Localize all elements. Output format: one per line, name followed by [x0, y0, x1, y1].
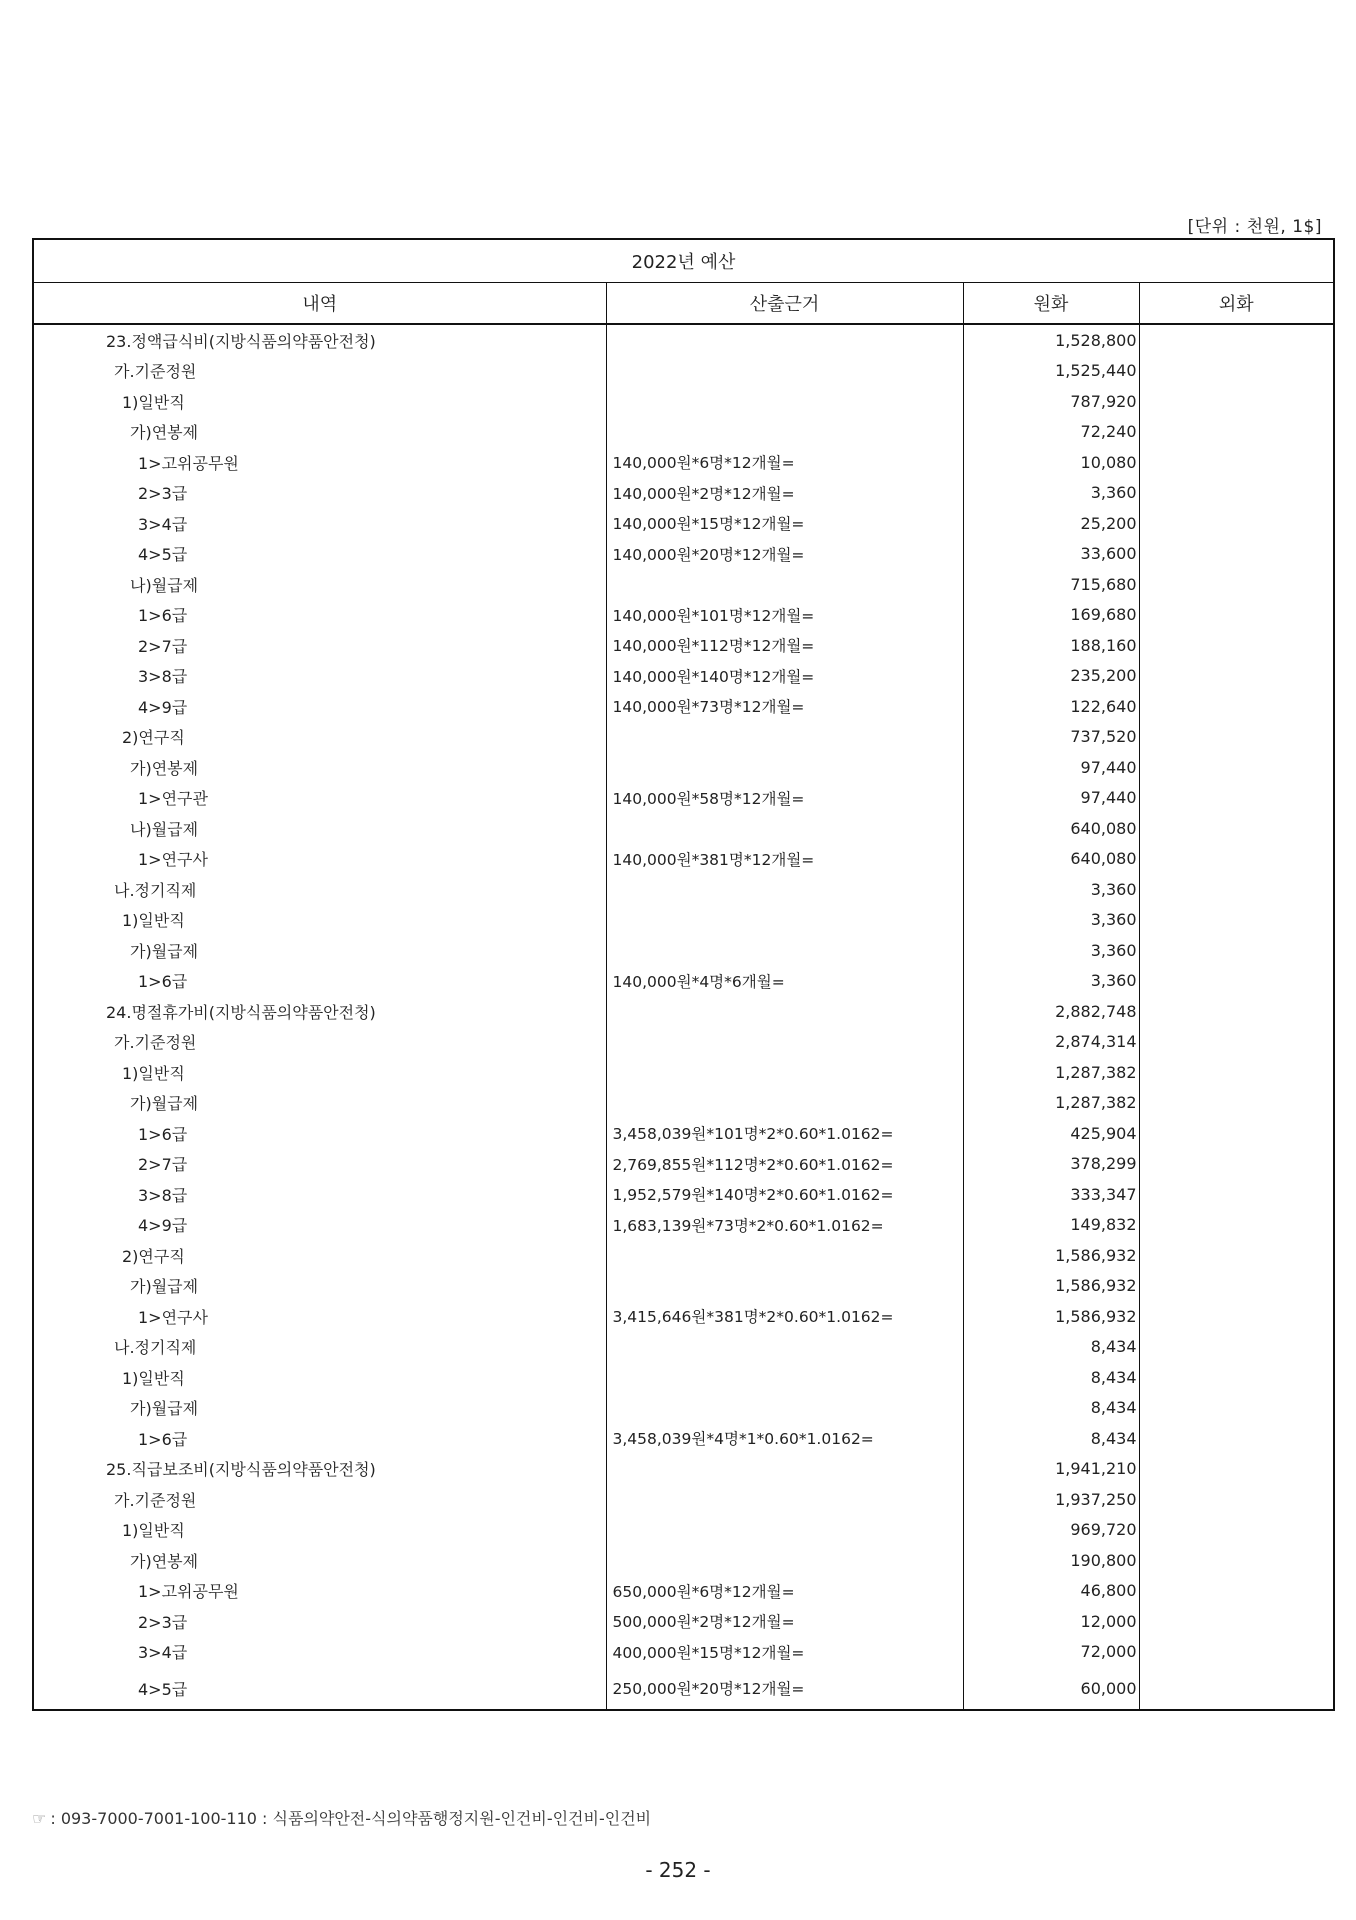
table-row — [33, 386, 1334, 417]
fx-amount-cell — [1139, 1484, 1334, 1515]
fx-amount-cell — [1139, 783, 1334, 814]
fx-amount-cell — [1139, 324, 1334, 356]
item-cell: 가.기준정원 — [33, 1027, 606, 1058]
basis-cell: 140,000원*20명*12개월= — [606, 539, 963, 570]
krw-amount-cell: 25,200 — [963, 508, 1139, 539]
basis-cell — [606, 417, 963, 448]
item-cell: 4>9급 — [33, 1210, 606, 1241]
table-row — [33, 691, 1334, 722]
item-cell: 1>연구사 — [33, 844, 606, 875]
krw-amount-cell: 737,520 — [963, 722, 1139, 753]
krw-amount-cell: 715,680 — [963, 569, 1139, 600]
table-row — [33, 569, 1334, 600]
krw-amount-cell: 188,160 — [963, 630, 1139, 661]
basis-cell — [606, 1271, 963, 1302]
basis-cell: 400,000원*15명*12개월= — [606, 1637, 963, 1668]
basis-cell — [606, 1332, 963, 1363]
fx-amount-cell — [1139, 1088, 1334, 1119]
item-cell: 4>5급 — [33, 1667, 606, 1710]
unit-label: [단위 : 천원, 1$] — [1187, 217, 1322, 237]
krw-amount-cell: 1,287,382 — [963, 1088, 1139, 1119]
basis-cell — [606, 1454, 963, 1485]
fx-amount-cell — [1139, 1027, 1334, 1058]
table-row — [33, 1362, 1334, 1393]
krw-amount-cell: 1,287,382 — [963, 1057, 1139, 1088]
fx-amount-cell — [1139, 661, 1334, 692]
krw-amount-cell: 3,360 — [963, 905, 1139, 936]
krw-amount-cell: 72,000 — [963, 1637, 1139, 1668]
krw-amount-cell: 1,586,932 — [963, 1271, 1139, 1302]
item-cell: 나.정기직제 — [33, 874, 606, 905]
basis-cell — [606, 1545, 963, 1576]
krw-amount-cell: 149,832 — [963, 1210, 1139, 1241]
basis-cell: 140,000원*15명*12개월= — [606, 508, 963, 539]
basis-cell — [606, 935, 963, 966]
table-row — [33, 417, 1334, 448]
basis-cell: 2,769,855원*112명*2*0.60*1.0162= — [606, 1149, 963, 1180]
table-row — [33, 813, 1334, 844]
pointing-hand-icon: ☞ — [32, 1809, 47, 1828]
fx-amount-cell — [1139, 1118, 1334, 1149]
krw-amount-cell: 122,640 — [963, 691, 1139, 722]
krw-amount-cell: 10,080 — [963, 447, 1139, 478]
fx-amount-cell — [1139, 417, 1334, 448]
fx-amount-cell — [1139, 569, 1334, 600]
krw-amount-cell: 3,360 — [963, 966, 1139, 997]
basis-cell — [606, 752, 963, 783]
table-row — [33, 447, 1334, 478]
basis-cell — [606, 569, 963, 600]
krw-amount-cell: 8,434 — [963, 1393, 1139, 1424]
krw-amount-cell: 46,800 — [963, 1576, 1139, 1607]
table-row — [33, 1332, 1334, 1363]
basis-cell: 140,000원*140명*12개월= — [606, 661, 963, 692]
fx-amount-cell — [1139, 1454, 1334, 1485]
fx-amount-cell — [1139, 691, 1334, 722]
basis-cell: 140,000원*2명*12개월= — [606, 478, 963, 509]
item-cell: 가)연봉제 — [33, 752, 606, 783]
table-row — [33, 1423, 1334, 1454]
item-cell: 가)월급제 — [33, 1271, 606, 1302]
table-row — [33, 1027, 1334, 1058]
fx-amount-cell — [1139, 752, 1334, 783]
krw-amount-cell: 2,874,314 — [963, 1027, 1139, 1058]
fx-amount-cell — [1139, 874, 1334, 905]
fx-amount-cell — [1139, 478, 1334, 509]
fx-amount-cell — [1139, 630, 1334, 661]
item-cell: 2>7급 — [33, 1149, 606, 1180]
krw-amount-cell: 640,080 — [963, 813, 1139, 844]
item-cell: 나)월급제 — [33, 813, 606, 844]
item-cell: 3>8급 — [33, 661, 606, 692]
item-cell: 3>8급 — [33, 1179, 606, 1210]
item-cell: 1>연구사 — [33, 1301, 606, 1332]
fx-amount-cell — [1139, 1210, 1334, 1241]
table-row — [33, 661, 1334, 692]
table-row — [33, 905, 1334, 936]
item-cell: 1>6급 — [33, 1423, 606, 1454]
fx-amount-cell — [1139, 1332, 1334, 1363]
basis-cell: 140,000원*73명*12개월= — [606, 691, 963, 722]
fx-amount-cell — [1139, 996, 1334, 1027]
basis-cell: 140,000원*381명*12개월= — [606, 844, 963, 875]
item-cell: 2)연구직 — [33, 722, 606, 753]
table-row — [33, 1179, 1334, 1210]
item-cell: 2>3급 — [33, 1606, 606, 1637]
item-cell: 1)일반직 — [33, 1515, 606, 1546]
table-row — [33, 356, 1334, 387]
fx-amount-cell — [1139, 1515, 1334, 1546]
fx-amount-cell — [1139, 1667, 1334, 1710]
basis-cell — [606, 1515, 963, 1546]
krw-amount-cell: 2,882,748 — [963, 996, 1139, 1027]
krw-amount-cell: 97,440 — [963, 752, 1139, 783]
basis-cell: 3,458,039원*101명*2*0.60*1.0162= — [606, 1118, 963, 1149]
item-cell: 1>6급 — [33, 966, 606, 997]
basis-cell: 1,952,579원*140명*2*0.60*1.0162= — [606, 1179, 963, 1210]
fx-amount-cell — [1139, 1240, 1334, 1271]
basis-cell — [606, 1362, 963, 1393]
krw-amount-cell: 3,360 — [963, 874, 1139, 905]
page-number: - 252 - — [645, 1858, 711, 1882]
fx-amount-cell — [1139, 386, 1334, 417]
item-cell: 나.정기직제 — [33, 1332, 606, 1363]
fx-amount-cell — [1139, 722, 1334, 753]
basis-cell: 500,000원*2명*12개월= — [606, 1606, 963, 1637]
table-row — [33, 324, 1334, 356]
table-row — [33, 1637, 1334, 1668]
krw-amount-cell: 787,920 — [963, 386, 1139, 417]
basis-cell: 650,000원*6명*12개월= — [606, 1576, 963, 1607]
basis-cell — [606, 1057, 963, 1088]
basis-cell: 140,000원*6명*12개월= — [606, 447, 963, 478]
table-row — [33, 1240, 1334, 1271]
fx-amount-cell — [1139, 1423, 1334, 1454]
item-cell: 가)월급제 — [33, 1393, 606, 1424]
krw-amount-cell: 1,525,440 — [963, 356, 1139, 387]
basis-cell — [606, 1027, 963, 1058]
item-cell: 1)일반직 — [33, 386, 606, 417]
item-cell: 4>9급 — [33, 691, 606, 722]
table-row — [33, 1606, 1334, 1637]
footer-note-text: : 093-7000-7001-100-110 : 식품의약안전-식의약품행정지원-인건비-인건비-인건비 — [50, 1809, 652, 1828]
krw-amount-cell: 1,941,210 — [963, 1454, 1139, 1485]
table-row — [33, 1057, 1334, 1088]
item-cell: 가)연봉제 — [33, 1545, 606, 1576]
fx-amount-cell — [1139, 600, 1334, 631]
item-cell: 1>고위공무원 — [33, 447, 606, 478]
budget-table — [32, 238, 1335, 1711]
fx-amount-cell — [1139, 1606, 1334, 1637]
column-header-item: 내역 — [33, 283, 606, 325]
item-cell: 4>5급 — [33, 539, 606, 570]
krw-amount-cell: 333,347 — [963, 1179, 1139, 1210]
fx-amount-cell — [1139, 1576, 1334, 1607]
fx-amount-cell — [1139, 508, 1334, 539]
fx-amount-cell — [1139, 1545, 1334, 1576]
basis-cell — [606, 1088, 963, 1119]
krw-amount-cell: 235,200 — [963, 661, 1139, 692]
fx-amount-cell — [1139, 1362, 1334, 1393]
item-cell: 1)일반직 — [33, 1362, 606, 1393]
table-row — [33, 1667, 1334, 1710]
item-cell: 1>고위공무원 — [33, 1576, 606, 1607]
item-cell: 나)월급제 — [33, 569, 606, 600]
basis-cell: 250,000원*20명*12개월= — [606, 1667, 963, 1710]
krw-amount-cell: 169,680 — [963, 600, 1139, 631]
krw-amount-cell: 425,904 — [963, 1118, 1139, 1149]
krw-amount-cell: 72,240 — [963, 417, 1139, 448]
table-row — [33, 539, 1334, 570]
table-row — [33, 722, 1334, 753]
table-title: 2022년 예산 — [33, 239, 1334, 283]
krw-amount-cell: 969,720 — [963, 1515, 1139, 1546]
table-row — [33, 1545, 1334, 1576]
basis-cell: 140,000원*112명*12개월= — [606, 630, 963, 661]
column-header-fx: 외화 — [1139, 283, 1334, 325]
table-row — [33, 600, 1334, 631]
fx-amount-cell — [1139, 1149, 1334, 1180]
fx-amount-cell — [1139, 447, 1334, 478]
basis-cell — [606, 1484, 963, 1515]
krw-amount-cell: 1,528,800 — [963, 324, 1139, 356]
krw-amount-cell: 97,440 — [963, 783, 1139, 814]
table-row — [33, 508, 1334, 539]
fx-amount-cell — [1139, 935, 1334, 966]
fx-amount-cell — [1139, 1179, 1334, 1210]
table-row — [33, 935, 1334, 966]
column-header-krw: 원화 — [963, 283, 1139, 325]
item-cell: 1>6급 — [33, 1118, 606, 1149]
krw-amount-cell: 1,937,250 — [963, 1484, 1139, 1515]
item-cell: 1)일반직 — [33, 905, 606, 936]
table-row — [33, 996, 1334, 1027]
table-row — [33, 1301, 1334, 1332]
basis-cell — [606, 1240, 963, 1271]
item-cell: 3>4급 — [33, 1637, 606, 1668]
item-cell: 25.직급보조비(지방식품의약품안전청) — [33, 1454, 606, 1485]
table-row — [33, 1393, 1334, 1424]
table-row — [33, 1088, 1334, 1119]
krw-amount-cell: 190,800 — [963, 1545, 1139, 1576]
fx-amount-cell — [1139, 905, 1334, 936]
item-cell: 1>연구관 — [33, 783, 606, 814]
footer-note — [32, 1806, 651, 1829]
basis-cell — [606, 1393, 963, 1424]
item-cell: 가.기준정원 — [33, 1484, 606, 1515]
fx-amount-cell — [1139, 356, 1334, 387]
column-header-basis: 산출근거 — [606, 283, 963, 325]
krw-amount-cell: 8,434 — [963, 1362, 1139, 1393]
krw-amount-cell: 378,299 — [963, 1149, 1139, 1180]
fx-amount-cell — [1139, 1301, 1334, 1332]
table-row — [33, 1149, 1334, 1180]
item-cell: 1>6급 — [33, 600, 606, 631]
basis-cell — [606, 356, 963, 387]
item-cell: 2)연구직 — [33, 1240, 606, 1271]
table-row — [33, 783, 1334, 814]
table-row — [33, 1576, 1334, 1607]
basis-cell — [606, 324, 963, 356]
item-cell: 가)월급제 — [33, 935, 606, 966]
basis-cell — [606, 905, 963, 936]
table-row — [33, 478, 1334, 509]
basis-cell: 140,000원*58명*12개월= — [606, 783, 963, 814]
table-row — [33, 630, 1334, 661]
table-row — [33, 1118, 1334, 1149]
basis-cell: 1,683,139원*73명*2*0.60*1.0162= — [606, 1210, 963, 1241]
basis-cell — [606, 874, 963, 905]
basis-cell — [606, 722, 963, 753]
basis-cell: 3,415,646원*381명*2*0.60*1.0162= — [606, 1301, 963, 1332]
fx-amount-cell — [1139, 539, 1334, 570]
fx-amount-cell — [1139, 1637, 1334, 1668]
krw-amount-cell: 3,360 — [963, 478, 1139, 509]
krw-amount-cell: 3,360 — [963, 935, 1139, 966]
item-cell: 24.명절휴가비(지방식품의약품안전청) — [33, 996, 606, 1027]
item-cell: 가)월급제 — [33, 1088, 606, 1119]
basis-cell: 140,000원*4명*6개월= — [606, 966, 963, 997]
fx-amount-cell — [1139, 966, 1334, 997]
krw-amount-cell: 8,434 — [963, 1332, 1139, 1363]
fx-amount-cell — [1139, 1393, 1334, 1424]
item-cell: 2>3급 — [33, 478, 606, 509]
item-cell: 2>7급 — [33, 630, 606, 661]
table-row — [33, 1454, 1334, 1485]
item-cell: 23.정액급식비(지방식품의약품안전청) — [33, 324, 606, 356]
basis-cell — [606, 813, 963, 844]
fx-amount-cell — [1139, 813, 1334, 844]
table-row — [33, 752, 1334, 783]
fx-amount-cell — [1139, 1057, 1334, 1088]
fx-amount-cell — [1139, 844, 1334, 875]
table-row — [33, 1271, 1334, 1302]
table-row — [33, 844, 1334, 875]
table-row — [33, 1210, 1334, 1241]
krw-amount-cell: 33,600 — [963, 539, 1139, 570]
item-cell: 가)연봉제 — [33, 417, 606, 448]
krw-amount-cell: 8,434 — [963, 1423, 1139, 1454]
item-cell: 가.기준정원 — [33, 356, 606, 387]
krw-amount-cell: 60,000 — [963, 1667, 1139, 1710]
item-cell: 1)일반직 — [33, 1057, 606, 1088]
basis-cell — [606, 386, 963, 417]
basis-cell: 140,000원*101명*12개월= — [606, 600, 963, 631]
krw-amount-cell: 1,586,932 — [963, 1301, 1139, 1332]
basis-cell — [606, 996, 963, 1027]
table-row — [33, 966, 1334, 997]
basis-cell: 3,458,039원*4명*1*0.60*1.0162= — [606, 1423, 963, 1454]
table-row — [33, 1484, 1334, 1515]
item-cell: 3>4급 — [33, 508, 606, 539]
krw-amount-cell: 1,586,932 — [963, 1240, 1139, 1271]
table-row — [33, 1515, 1334, 1546]
table-row — [33, 874, 1334, 905]
krw-amount-cell: 12,000 — [963, 1606, 1139, 1637]
krw-amount-cell: 640,080 — [963, 844, 1139, 875]
fx-amount-cell — [1139, 1271, 1334, 1302]
